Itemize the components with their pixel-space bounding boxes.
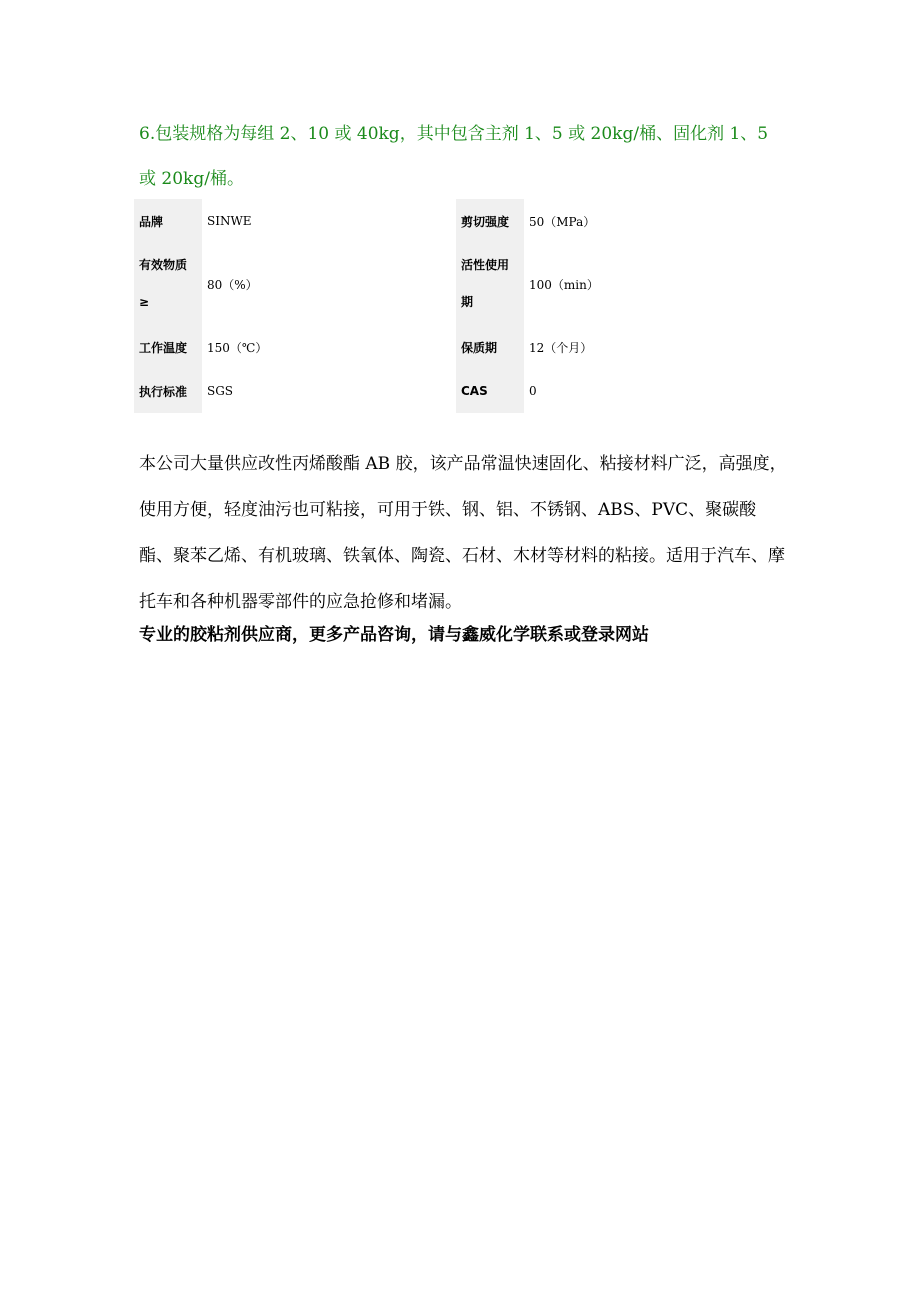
closing-statement: 专业的胶粘剂供应商，更多产品咨询，请与鑫威化学联系或登录网站	[139, 625, 649, 645]
cas-label: CAS	[456, 369, 524, 413]
shelf-life-value: 12（个月）	[529, 340, 593, 355]
brand-value: SINWE	[207, 214, 252, 228]
cas-value: 0	[529, 384, 537, 398]
table-row	[134, 243, 789, 325]
brand-label: 品牌	[134, 199, 202, 243]
pot-life-label-line2: 期	[461, 295, 474, 309]
spec-table	[134, 199, 789, 413]
shelf-life-label: 保质期	[456, 325, 524, 369]
pot-life-value: 100（min）	[529, 277, 599, 292]
standard-label: 执行标准	[134, 369, 202, 413]
shear-strength-label: 剪切强度	[456, 199, 524, 243]
working-temp-value: 150（℃）	[207, 340, 268, 355]
active-content-label-line2: ≥	[139, 295, 150, 309]
active-content-label-line1: 有效物质	[139, 258, 188, 272]
active-content-label	[134, 243, 202, 325]
standard-value: SGS	[207, 384, 234, 398]
table-row	[134, 199, 789, 243]
shear-strength-value: 50（MPa）	[529, 214, 596, 229]
table-row	[134, 325, 789, 369]
table-row	[134, 369, 789, 413]
active-content-value: 80（%）	[207, 277, 258, 292]
pot-life-label-line1: 活性使用	[461, 258, 510, 272]
product-description-paragraph: 本公司大量供应改性丙烯酸酯 AB 胶，该产品常温快速固化、粘接材料广泛，高强度，使用方便，轻度油污也可粘接，可用于铁、钢、铝、不锈钢、ABS、PVC、聚碳酸酯、聚苯乙烯、有机玻璃、铁氧体、陶瓷、石材、木材等材料的粘接。适用于汽车、摩托车和各种机器零部件的应急抢修和堵漏。	[139, 454, 787, 612]
working-temp-label: 工作温度	[134, 325, 202, 369]
packaging-spec-paragraph: 6.包装规格为每组 2、10 或 40kg，其中包含主剂 1、5 或 20kg/桶、固化剂 1、5 或 20kg/桶。	[139, 124, 769, 189]
pot-life-label	[456, 243, 524, 325]
